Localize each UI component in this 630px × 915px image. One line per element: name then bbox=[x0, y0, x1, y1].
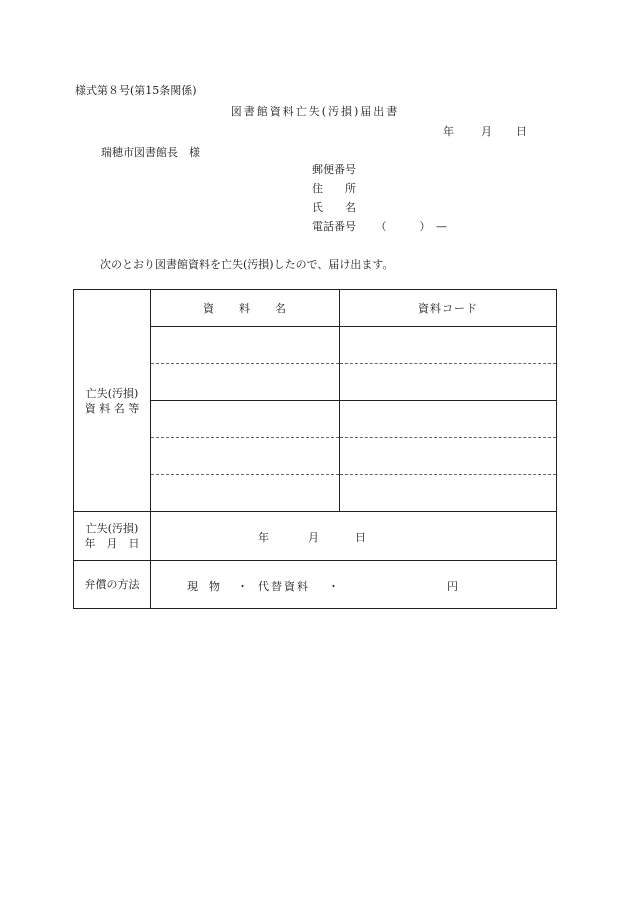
material-name-entry[interactable] bbox=[151, 475, 340, 512]
material-code-entry[interactable] bbox=[340, 364, 557, 401]
payment-currency-label: 円 bbox=[447, 580, 458, 593]
material-name-entry[interactable] bbox=[151, 327, 340, 364]
material-name-entry[interactable] bbox=[151, 401, 340, 438]
items-label-line1: 亡失(汚損) bbox=[85, 386, 139, 400]
address-field bbox=[312, 180, 372, 196]
material-code-entry[interactable] bbox=[340, 475, 557, 512]
loss-date-label-line1: 亡失(汚損) bbox=[85, 522, 139, 535]
addressee: 瑞穂市図書館長 様 bbox=[101, 146, 200, 159]
material-code-entry[interactable] bbox=[340, 327, 557, 364]
date-month-label: 月 bbox=[481, 125, 492, 138]
material-code-entry[interactable] bbox=[340, 438, 557, 475]
payment-method-label: 弁償の方法 bbox=[74, 561, 151, 609]
material-code-entry[interactable] bbox=[340, 401, 557, 438]
payment-option-substitute[interactable]: 代替資料 bbox=[258, 580, 310, 593]
phone-field bbox=[312, 218, 447, 234]
material-name-entry[interactable] bbox=[151, 438, 340, 475]
document-title: 図書館資料亡失(汚損)届出書 bbox=[230, 105, 400, 118]
date-year-label: 年 bbox=[443, 125, 454, 138]
loss-date-month: 月 bbox=[308, 531, 319, 544]
name-label: 氏 名 bbox=[312, 201, 356, 214]
loss-date-field[interactable] bbox=[151, 512, 557, 561]
items-row-label bbox=[74, 290, 151, 512]
phone-format: （ ） — bbox=[375, 220, 447, 233]
phone-label: 電話番号 bbox=[312, 220, 356, 233]
payment-method-field[interactable] bbox=[151, 561, 557, 609]
loss-date-year: 年 bbox=[258, 531, 269, 544]
postal-code-field bbox=[312, 161, 372, 177]
loss-date-day: 日 bbox=[355, 531, 366, 544]
payment-separator: ・ bbox=[328, 580, 339, 593]
intro-text: 次のとおり図書館資料を亡失(汚損)したので、届け出ます。 bbox=[100, 258, 394, 271]
loss-report-table bbox=[73, 289, 557, 609]
form-number: 様式第８号(第15条関係) bbox=[75, 84, 197, 97]
postal-code-label: 郵便番号 bbox=[312, 163, 356, 176]
date-day-label: 日 bbox=[516, 125, 527, 138]
name-field bbox=[312, 199, 372, 215]
items-label-line2: 資 料 名 等 bbox=[84, 401, 140, 415]
payment-separator: ・ bbox=[237, 580, 248, 593]
payment-option-original[interactable]: 現 物 bbox=[187, 580, 220, 593]
loss-date-label bbox=[74, 512, 151, 561]
material-code-header: 資料コード bbox=[340, 290, 557, 327]
address-label: 住 所 bbox=[312, 182, 356, 195]
material-name-entry[interactable] bbox=[151, 364, 340, 401]
material-name-header: 資 料 名 bbox=[151, 290, 340, 327]
loss-date-label-line2: 年 月 日 bbox=[84, 537, 140, 550]
